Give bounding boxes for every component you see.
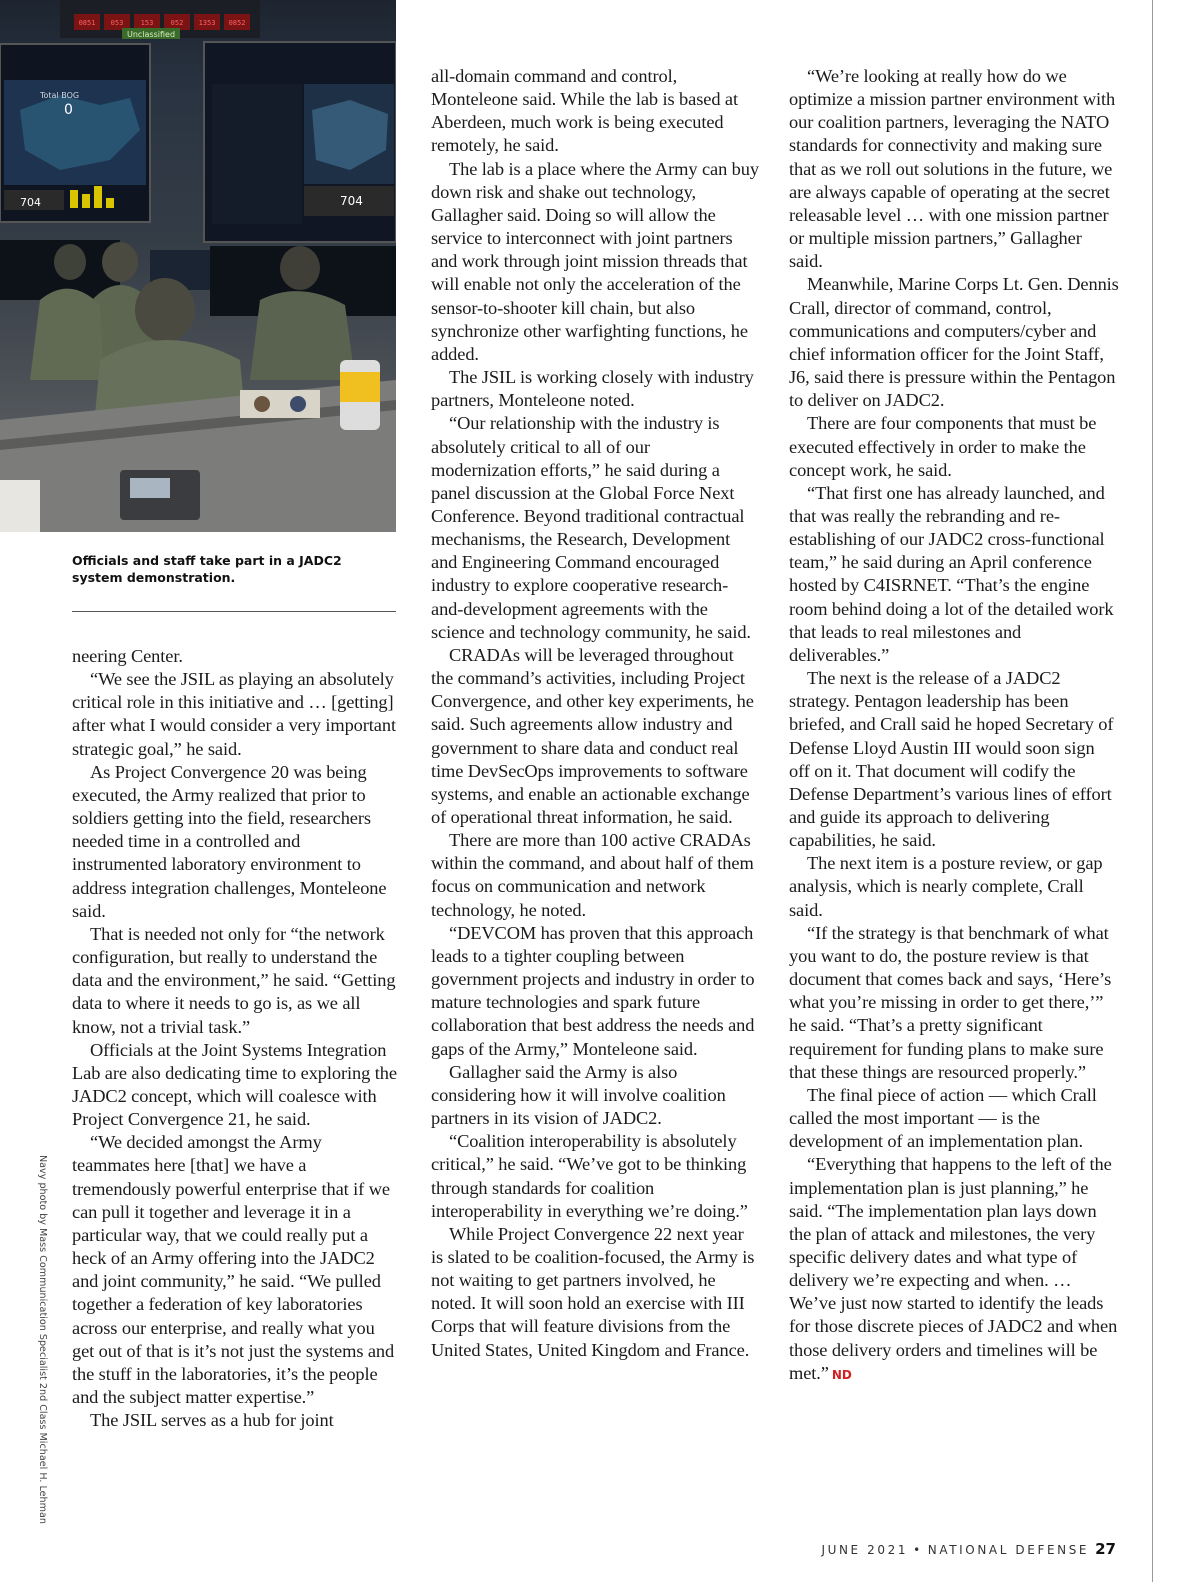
paragraph: “DEVCOM has proven that this approach leads to a tighter coupling between government projects and industry in order to mature technologies and spark future collaboration that best address the needs and gaps of the Army,” Monteleone said. (431, 922, 755, 1059)
paragraph: Officials at the Joint Systems Integration Lab are also dedicating time to exploring the JADC2 concept, which will coalesce with Project Convergence 21, he said. (72, 1039, 397, 1130)
svg-text:0852: 0852 (228, 19, 246, 27)
paragraph: all-domain command and control, Monteleone said. While the lab is based at Aberdeen, much work is being executed remotely, he said. (431, 66, 738, 156)
photo-credit-text: Navy photo by Mass Communication Specialist 2nd Class Michael H. Lehman (37, 1155, 48, 1524)
paragraph: “Our relationship with the industry is absolutely critical to all of our modernization efforts,” he said during a panel discussion at the Global Force Next Conference. Beyond traditional contractual mechanisms, the Research, Development and Engineering Command encouraged industry to explore cooperative research-and-development agreements with the science and technology community, he said. (431, 413, 751, 642)
caption-divider (72, 611, 396, 612)
paragraph-text: “Everything that happens to the left of the implementation plan is just planning,” he said. “The implementation plan lays down the plan of attack and milestones, the very specific delivery dates and what type of delivery we’re expecting and when. … We’ve just now started to identify the leads for those discrete pieces of JADC2 and when those delivery orders and timelines will be met.” (789, 1154, 1118, 1383)
paragraph: The lab is a place where the Army can buy down risk and shake out technology, Gallagher said. Doing so will allow the service to interconnect with joint partners and work through joint mission threads that will enable not only the acceleration of the sensor-to-shooter kill chain, but also synchronize other warfighting functions, he added. (431, 158, 759, 364)
svg-text:053: 053 (110, 19, 124, 27)
article-column-1 (72, 645, 398, 1432)
end-mark-icon: ND (831, 1367, 852, 1382)
paragraph: neering Center. (72, 646, 183, 666)
page-folio (821, 1540, 1116, 1558)
paragraph: The JSIL serves as a hub for joint (90, 1410, 334, 1431)
publication-name: NATIONAL DEFENSE (927, 1543, 1090, 1557)
paragraph: “Coalition interoperability is absolutely critical,” he said. “We’ve got to be thinking through standards for coalition interoperability in everything we’re doing.” (431, 1131, 748, 1221)
paragraph: CRADAs will be leveraged throughout the command’s activities, including Project Convergence, and other key experiments, he said. Such agreements allow industry and government to share data and conduct real time DevSecOps improvements to software systems, and enable an actionable exchange of operational threat information, he said. (431, 644, 754, 827)
paragraph: The JSIL is working closely with industry partners, Monteleone noted. (431, 367, 754, 411)
article-column-2 (431, 65, 759, 1362)
paragraph: “If the strategy is that benchmark of what you want to do, the posture review is that document that comes back and says, ‘Here’s what you’re missing in order to get there,’” he said. “That’s a pretty significant requirement for funding plans to make sure that these things are resourced properly.” (789, 922, 1112, 1082)
paragraph: There are more than 100 active CRADAs within the command, and about half of them focus on communication and network technology, he noted. (431, 830, 754, 920)
svg-text:704: 704 (20, 196, 41, 209)
svg-text:Total BOG: Total BOG (40, 91, 80, 100)
svg-text:0: 0 (64, 102, 73, 118)
folio-separator: • (913, 1543, 923, 1557)
paragraph-last (789, 1153, 1119, 1387)
paragraph: That is needed not only for “the network configuration, but really to understand the data and the environment,” he said. “Getting data to where it needs to go is, as we all know, not a trivial task.” (72, 923, 396, 1037)
paragraph: “That first one has already launched, and that was really the rebranding and re-establishing of our JADC2 cross-functional team,” he said during an April conference hosted by C4ISRNET. “That’s the engine room behind doing a lot of the detailed work that leads to real milestones and deliverables.” (789, 482, 1114, 665)
svg-text:704: 704 (340, 194, 363, 208)
paragraph: “We’re looking at really how do we optimize a mission partner environment with our coalition partners, leveraging the NATO standards for connectivity and making sure that as we roll out solutions in the future, we are always capable of operating at the secret releasable level … with one mission partner or multiple mission partners,” Gallagher said. (789, 66, 1116, 272)
classification-label: Unclassified (126, 30, 176, 39)
paragraph: The next item is a posture review, or gap analysis, which is nearly complete, Crall said. (789, 853, 1103, 920)
paragraph: Gallagher said the Army is also considering how it will involve coalition partners in its vision of JADC2. (431, 1061, 726, 1129)
paragraph: There are four components that must be executed effectively in order to make the concept work, he said. (789, 413, 1097, 480)
issue-date: JUNE 2021 (821, 1543, 909, 1557)
paragraph: “We decided amongst the Army teammates here [that] we have a tremendously powerful enterprise that if we can pull it together and leverage it in a particular way, that we could really put a heck of an Army offering into the JADC2 and joint community,” he said. “We pulled together a federation of key laboratories across our enterprise, and really what you get out of that is it’s not just the systems and the stuff in the laboratories, it’s the people and the subject matter expertise.” (72, 1132, 395, 1407)
paragraph: “We see the JSIL as playing an absolutely critical role in this initiative and … [getting] after what I would consider a very important strategic goal,” he said. (72, 669, 396, 759)
page-number: 27 (1095, 1540, 1116, 1558)
photo-caption: Officials and staff take part in a JADC2 system demonstration. (72, 553, 342, 585)
page-edge-rule (1152, 0, 1153, 1582)
paragraph: Meanwhile, Marine Corps Lt. Gen. Dennis Crall, director of command, control, communications and computers/cyber and chief information officer for the Joint Staff, J6, said there is pressure within the Pentagon to deliver on JADC2. (789, 274, 1119, 411)
paragraph: The next is the release of a JADC2 strategy. Pentagon leadership has been briefed, and Crall said he hoped Secretary of Defense Lloyd Austin III would soon sign off on it. That document will codify the Defense Department’s various lines of effort and guide its approach to delivering capabilities, he said. (789, 668, 1114, 851)
operations-center-photo (0, 0, 396, 532)
photo-credit (36, 1155, 50, 1524)
paragraph: The final piece of action — which Crall called the most important — is the development of an implementation plan. (789, 1084, 1097, 1152)
paragraph: While Project Convergence 22 next year is slated to be coalition-focused, the Army is not waiting to get partners involved, he noted. It will soon hold an exercise with III Corps that will feature divisions from the United States, United Kingdom and France. (431, 1223, 755, 1360)
photo-illustration (0, 0, 396, 532)
svg-text:1353: 1353 (198, 19, 216, 27)
paragraph: As Project Convergence 20 was being executed, the Army realized that prior to soldiers getting into the field, researchers needed time in a controlled and instrumented laboratory environment to address integration challenges, Monteleone said. (72, 761, 387, 921)
svg-text:153: 153 (140, 19, 154, 27)
svg-text:0851: 0851 (78, 19, 96, 27)
article-column-3 (789, 65, 1119, 1387)
svg-text:052: 052 (170, 19, 184, 27)
